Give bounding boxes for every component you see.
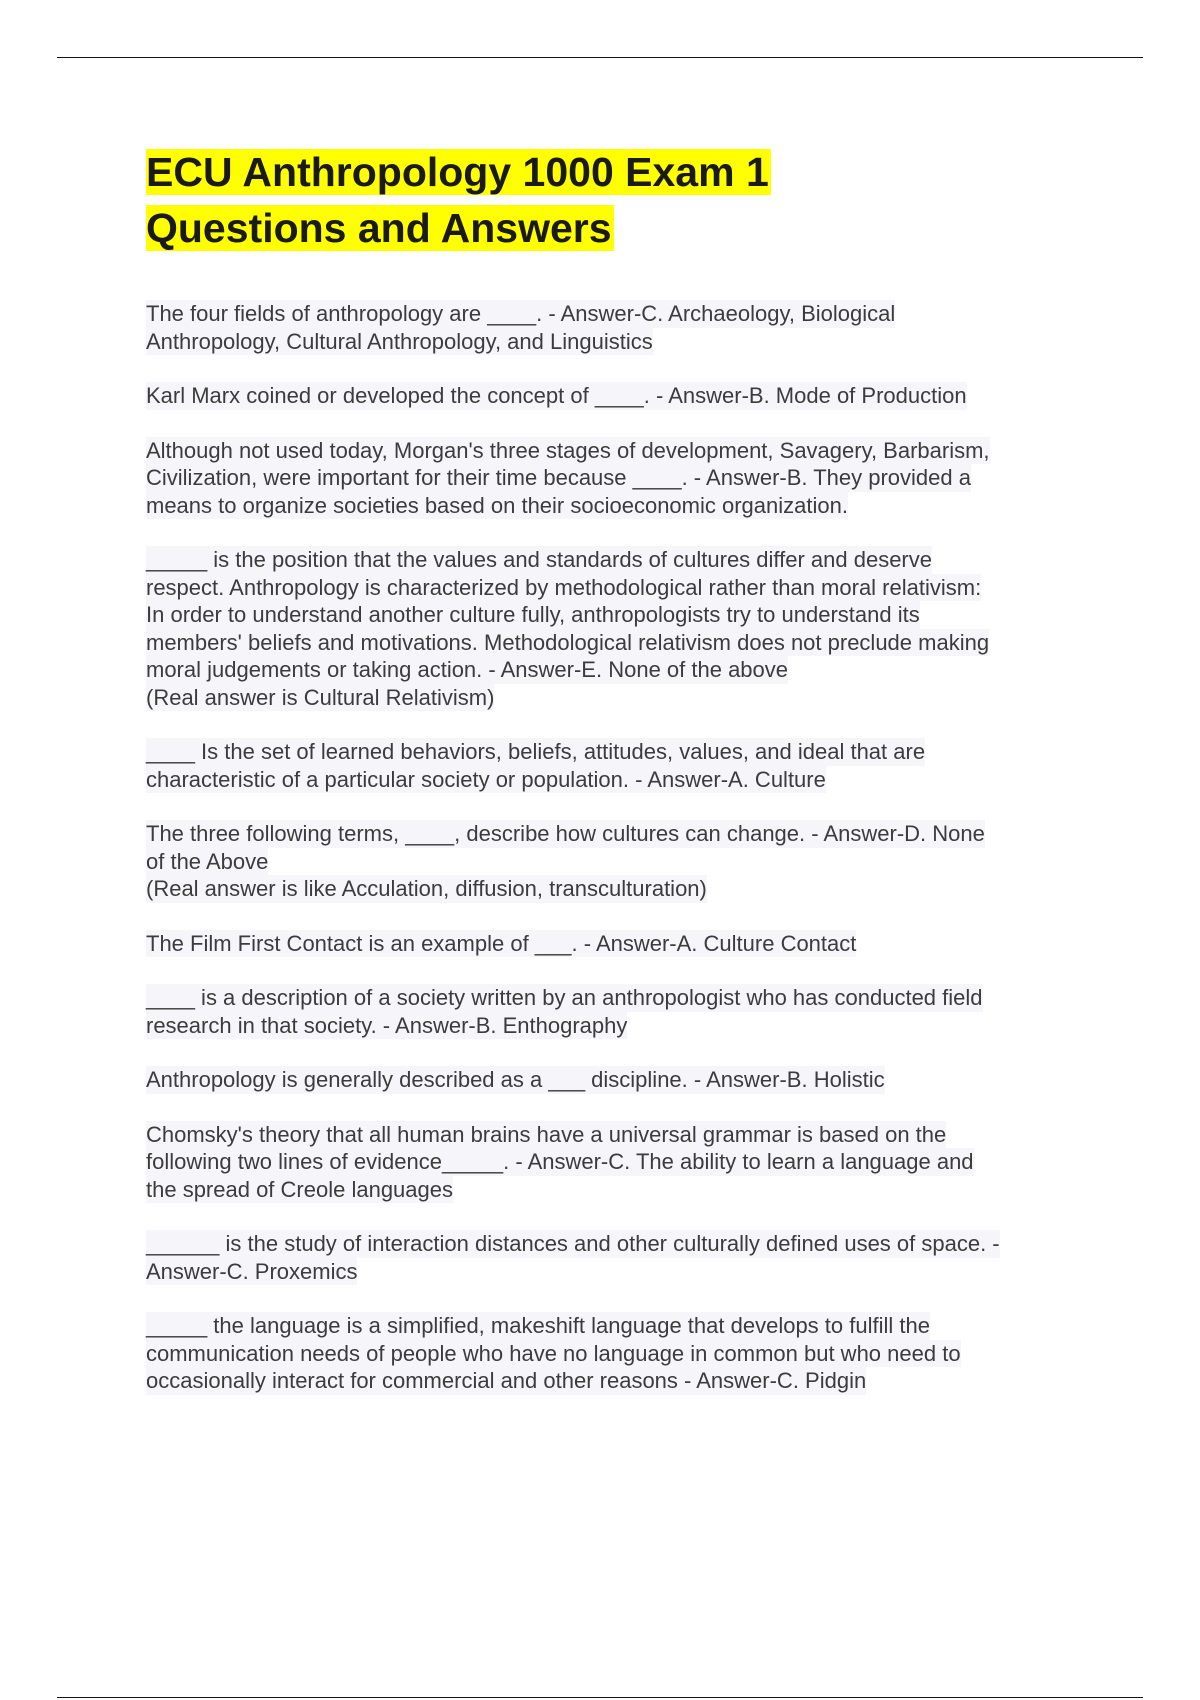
qa-line: Karl Marx coined or developed the concept of ____. - Answer-B. Mode of Production	[146, 383, 967, 408]
qa-line: (Real answer is Cultural Relativism)	[146, 684, 495, 710]
title-line-2: Questions and Answers	[146, 205, 612, 251]
qa-line: characteristic of a particular society or population. - Answer-A. Culture	[146, 766, 826, 792]
qa-item	[146, 1121, 1086, 1204]
qa-line: _____ is the position that the values and standards of cultures differ and deserve	[146, 547, 932, 572]
qa-line: following two lines of evidence_____. - Answer-C. The ability to learn a language and	[146, 1149, 974, 1174]
qa-line: _____ the language is a simplified, makeshift language that develops to fulfill the	[146, 1313, 930, 1338]
qa-line: ______ is the study of interaction distances and other culturally defined uses of space. -	[146, 1231, 1000, 1256]
qa-line: The Film First Contact is an example of ___. - Answer-A. Culture Contact	[146, 930, 857, 956]
qa-line: occasionally interact for commercial and other reasons - Answer-C. Pidgin	[146, 1368, 867, 1393]
document-title	[146, 144, 1086, 256]
qa-line: research in that society. - Answer-B. Enthography	[146, 1012, 628, 1038]
top-rule	[57, 57, 1143, 58]
qa-item	[146, 930, 1086, 958]
qa-line: Anthropology is generally described as a ___ discipline. - Answer-B. Holistic	[146, 1067, 885, 1092]
qa-line: moral judgements or taking action. - Answer-E. None of the above	[146, 657, 789, 682]
title-line-1: ECU Anthropology 1000 Exam 1	[146, 149, 769, 195]
qa-line: members' beliefs and motivations. Methodological relativism does not preclude making	[146, 629, 990, 655]
qa-line: ____ Is the set of learned behaviors, beliefs, attitudes, values, and ideal that are	[146, 739, 926, 764]
qa-list	[146, 300, 1086, 1395]
qa-line: In order to understand another culture fully, anthropologists try to understand its	[146, 602, 920, 627]
qa-line: ____ is a description of a society written by an anthropologist who has conducted field	[146, 985, 983, 1010]
qa-item	[146, 546, 1086, 711]
qa-item	[146, 820, 1086, 903]
qa-line: communication needs of people who have no language in common but who need to	[146, 1340, 961, 1366]
qa-line: means to organize societies based on their socioeconomic organization.	[146, 492, 848, 518]
qa-item	[146, 437, 1086, 520]
qa-line: The four fields of anthropology are ____. - Answer-C. Archaeology, Biological	[146, 301, 896, 326]
document-body	[146, 144, 1086, 1422]
qa-line: of the Above	[146, 848, 269, 874]
qa-line: The three following terms, ____, describe how cultures can change. - Answer-D. None	[146, 821, 985, 846]
qa-line: (Real answer is like Acculation, diffusion, transculturation)	[146, 876, 707, 901]
qa-item	[146, 1230, 1086, 1285]
qa-line: Although not used today, Morgan's three stages of development, Savagery, Barbarism,	[146, 437, 990, 463]
qa-item	[146, 984, 1086, 1039]
qa-item	[146, 1312, 1086, 1395]
bottom-rule	[57, 1697, 1143, 1698]
qa-line: Chomsky's theory that all human brains have a universal grammar is based on the	[146, 1121, 947, 1147]
qa-item	[146, 1066, 1086, 1094]
qa-line: Civilization, were important for their time because ____. - Answer-B. They provided a	[146, 465, 971, 490]
qa-line: the spread of Creole languages	[146, 1176, 453, 1202]
qa-item	[146, 382, 1086, 410]
qa-item	[146, 738, 1086, 793]
qa-line: Answer-C. Proxemics	[146, 1258, 358, 1284]
qa-item	[146, 300, 1086, 355]
qa-line: respect. Anthropology is characterized by methodological rather than moral relativism:	[146, 574, 982, 600]
qa-line: Anthropology, Cultural Anthropology, and Linguistics	[146, 328, 653, 354]
